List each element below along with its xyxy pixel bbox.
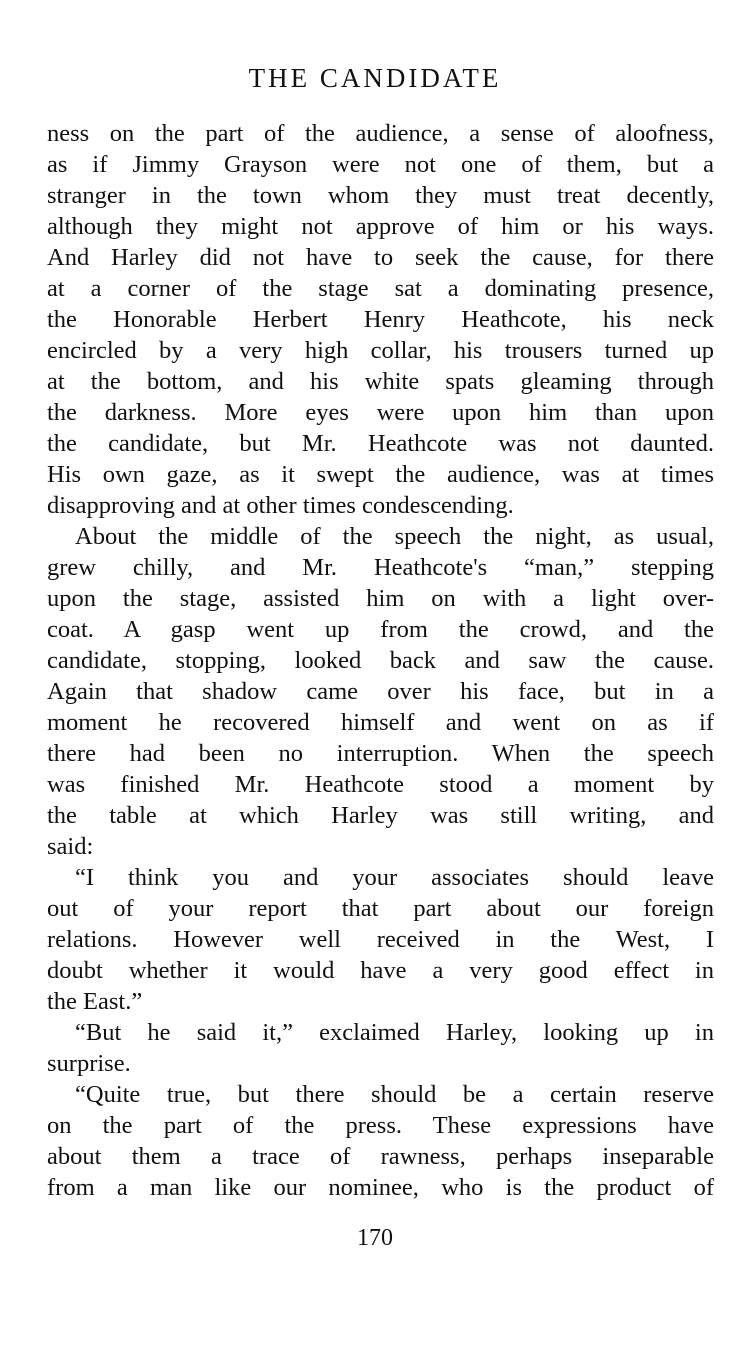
text-line: the Honorable Herbert Henry Heathcote, his neck: [47, 306, 714, 333]
text-line: upon the stage, assisted him on with a light over-: [47, 585, 714, 612]
text-line: doubt whether it would have a very good effect in: [47, 957, 714, 984]
text-line: the darkness. More eyes were upon him than upon: [47, 399, 714, 426]
text-line: ness on the part of the audience, a sense of aloofness,: [47, 120, 714, 147]
text-line: “Quite true, but there should be a certain reserve: [75, 1081, 714, 1108]
running-title: THE CANDIDATE: [248, 63, 502, 93]
body-text: [47, 118, 714, 1203]
text-line: the East.”: [47, 988, 143, 1015]
text-line: the table at which Harley was still writing, and: [47, 802, 714, 829]
text-line: on the part of the press. These expressions have: [47, 1112, 714, 1139]
text-line: although they might not approve of him or his ways.: [47, 213, 714, 240]
paragraph-1: [47, 118, 714, 521]
page-number: 170: [357, 1225, 393, 1251]
text-line: “I think you and your associates should leave: [75, 864, 714, 891]
text-line: at the bottom, and his white spats gleaming through: [47, 368, 714, 395]
text-line: stranger in the town whom they must treat decently,: [47, 182, 714, 209]
text-line: was finished Mr. Heathcote stood a moment by: [47, 771, 714, 798]
text-line: the candidate, but Mr. Heathcote was not daunted.: [47, 430, 714, 457]
text-line: candidate, stopping, looked back and saw the cause.: [47, 647, 714, 674]
text-line: relations. However well received in the West, I: [47, 926, 714, 953]
text-line: at a corner of the stage sat a dominating presence,: [47, 275, 714, 302]
text-line: “But he said it,” exclaimed Harley, looking up in: [75, 1019, 714, 1046]
paragraph-3: [47, 862, 714, 1017]
text-line: there had been no interruption. When the speech: [47, 740, 714, 767]
text-line: coat. A gasp went up from the crowd, and the: [47, 616, 714, 643]
text-line: from a man like our nominee, who is the product of: [47, 1174, 714, 1201]
text-line: as if Jimmy Grayson were not one of them, but a: [47, 151, 714, 178]
paragraph-2: [47, 521, 714, 862]
paragraph-4: [47, 1017, 714, 1079]
text-line: surprise.: [47, 1050, 131, 1077]
text-line: And Harley did not have to seek the cause, for there: [47, 244, 714, 271]
text-line: encircled by a very high collar, his trousers turned up: [47, 337, 714, 364]
text-line: moment he recovered himself and went on as if: [47, 709, 714, 736]
paragraph-5: [47, 1079, 714, 1203]
text-line: said:: [47, 833, 94, 860]
text-line: disapproving and at other times condescending.: [47, 492, 514, 519]
text-line: About the middle of the speech the night, as usual,: [75, 523, 714, 550]
text-line: grew chilly, and Mr. Heathcote's “man,” stepping: [47, 554, 714, 581]
text-line: out of your report that part about our foreign: [47, 895, 714, 922]
text-line: Again that shadow came over his face, but in a: [47, 678, 714, 705]
text-line: His own gaze, as it swept the audience, was at times: [47, 461, 714, 488]
text-line: about them a trace of rawness, perhaps inseparable: [47, 1143, 714, 1170]
